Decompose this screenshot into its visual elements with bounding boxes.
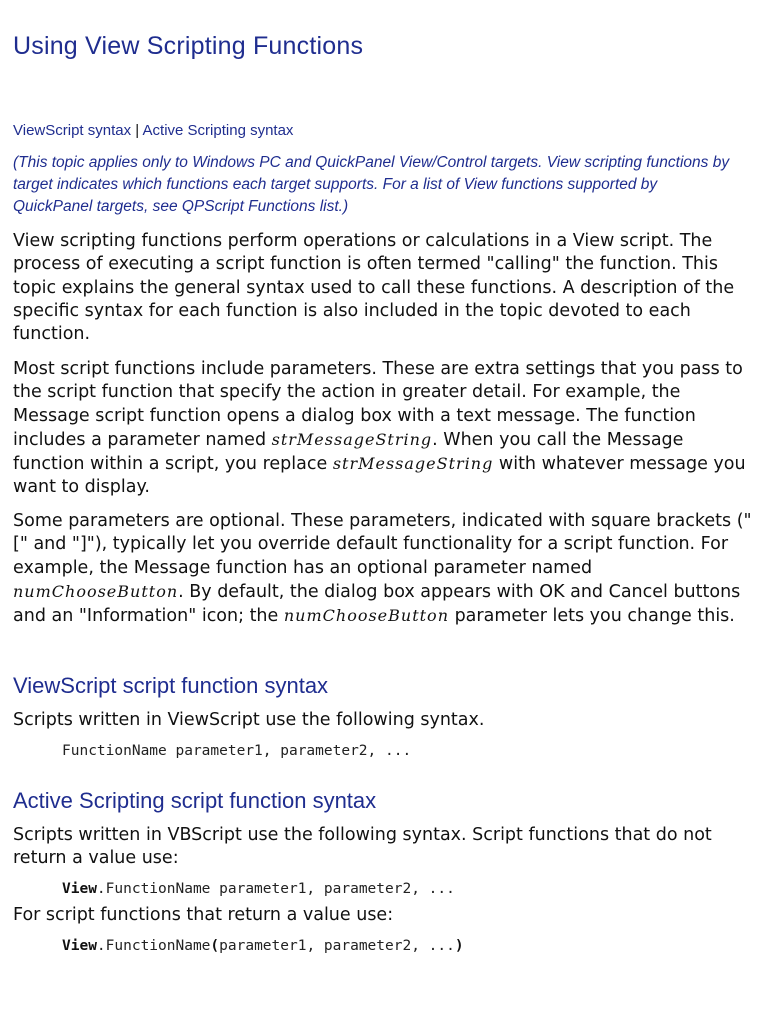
viewscript-syntax-text: Scripts written in ViewScript use the following syntax. xyxy=(13,710,485,730)
param-numchoosebutton: numChooseButton xyxy=(13,581,179,601)
active-code-sample-2 xyxy=(62,938,464,954)
applicability-note: (This topic applies only to Windows PC and QuickPanel View/Control targets. View scripting functions by target indicates which functions each target supports. For a list of View functions supported by QuickPanel targets, see QPScript Functions list.) xyxy=(13,154,730,215)
code-view-keyword-2: View xyxy=(62,938,97,954)
optional-text-1: Some parameters are optional. These parameters, indicated with square brackets ("[" and "]"), typically let you override default functionality for a script function. For example, the Message function has an optional parameter named xyxy=(13,511,752,578)
viewscript-syntax-heading: ViewScript script function syntax xyxy=(13,673,329,698)
active-scripting-text-2: For script functions that return a value use: xyxy=(13,905,394,925)
param-strmessagestring-2: strMessageString xyxy=(332,454,494,474)
parameters-paragraph xyxy=(13,358,758,500)
intro-paragraph: View scripting functions perform operations or calculations in a View script. The process of executing a script function is often termed "calling" the function. This topic explains the general syntax used to call these functions. A description of the specific syntax for each function is also included in the topic devoted to each function. xyxy=(13,231,735,345)
param-strmessagestring: strMessageString xyxy=(271,429,433,449)
link-separator: | xyxy=(135,122,140,139)
optional-text-2: . By default, the dialog box appears with OK and Cancel buttons and an "Information" icon; the xyxy=(13,581,741,627)
parameters-text-2: . When you call the Message function within a script, you replace xyxy=(13,429,684,475)
parameters-text-1: Most script functions include parameters. These are extra settings that you pass to the script function that specify the action in greater detail. For example, the Message script function opens a dialog box with a text message. The function includes a parameter named xyxy=(13,359,743,450)
code-paren-open: ( xyxy=(210,938,220,954)
code-function-name: .FunctionName xyxy=(96,938,211,954)
code-view-keyword: View xyxy=(62,881,97,897)
active-scripting-syntax-link[interactable]: Active Scripting syntax xyxy=(142,122,294,139)
syntax-links xyxy=(13,122,293,139)
optional-parameters-paragraph xyxy=(13,510,758,628)
code-rest: .FunctionName parameter1, parameter2, ... xyxy=(96,881,455,897)
active-scripting-heading: Active Scripting script function syntax xyxy=(13,788,377,813)
viewscript-code-sample: FunctionName parameter1, parameter2, ... xyxy=(62,743,412,759)
code-paren-close: ) xyxy=(454,938,464,954)
active-code-sample-1 xyxy=(62,881,455,897)
active-scripting-text: Scripts written in VBScript use the following syntax. Script functions that do not return a value use: xyxy=(13,825,712,869)
page-title: Using View Scripting Functions xyxy=(13,32,364,60)
param-numchoosebutton-2: numChooseButton xyxy=(283,606,449,626)
optional-text-3: parameter lets you change this. xyxy=(449,606,735,627)
code-args: parameter1, parameter2, ... xyxy=(219,938,455,954)
parameters-text-3: with whatever message you want to display. xyxy=(13,454,746,498)
viewscript-syntax-link[interactable]: ViewScript syntax xyxy=(13,122,132,139)
